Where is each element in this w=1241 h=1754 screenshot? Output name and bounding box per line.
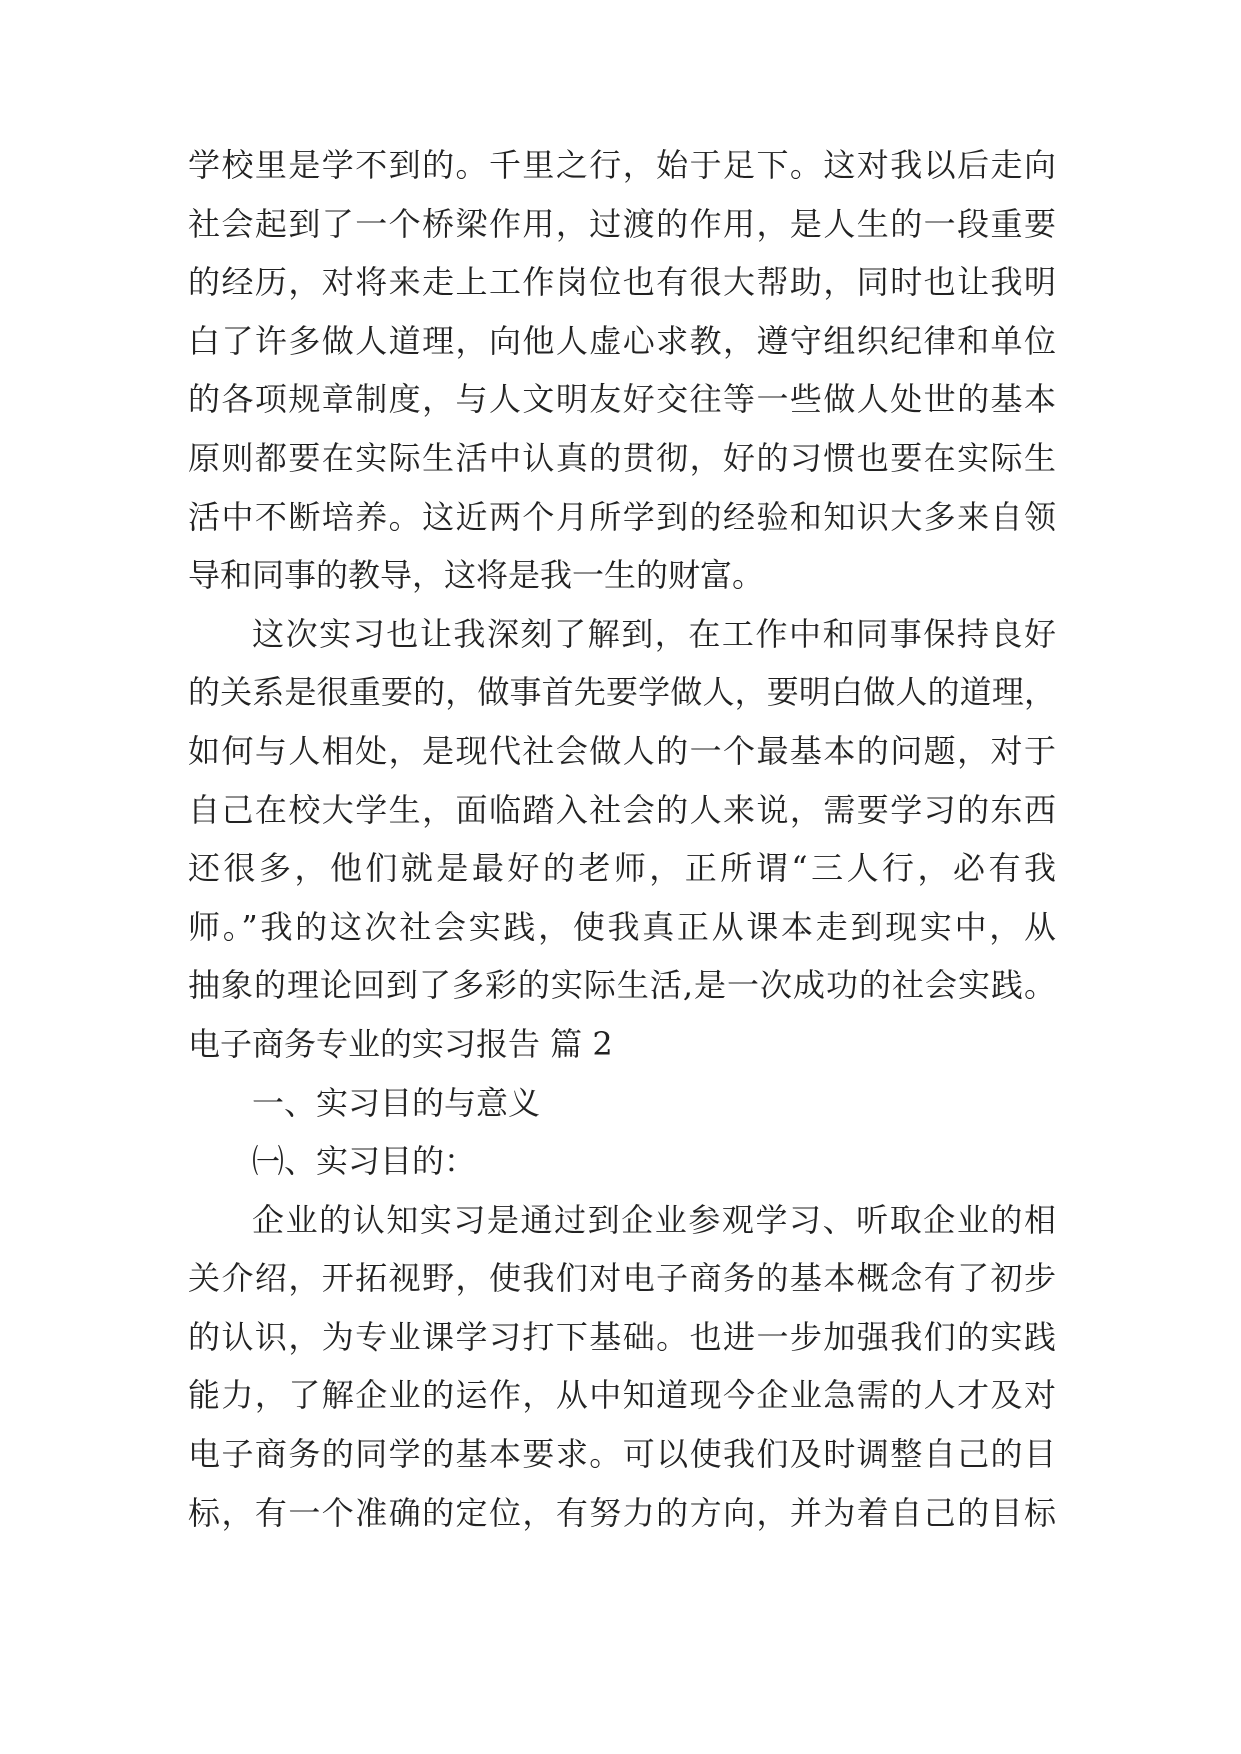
text-line: 这次实习也让我深刻了解到，在工作中和同事保持良好 [252,614,1056,653]
text-line: 还很多，他们就是最好的老师，正所谓“三人行，必有我 [188,849,1056,888]
subheading: ㈠、实习目的： [252,1142,477,1181]
text-line: 活中不断培养。这近两个月所学到的经验和知识大多来自领 [188,497,1056,536]
text-line: 的各项规章制度，与人文明友好交往等一些做人处世的基本 [188,380,1056,419]
text-line: 关介绍，开拓视野，使我们对电子商务的基本概念有了初步 [188,1259,1056,1298]
text-line: 师。”我的这次社会实践，使我真正从课本走到现实中，从 [188,907,1056,946]
text-line: 电子商务的同学的基本要求。可以使我们及时调整自己的目 [188,1435,1056,1474]
text-line: 导和同事的教导，这将是我一生的财富。 [188,556,765,595]
text-line: 学校里是学不到的。千里之行，始于足下。这对我以后走向 [188,146,1056,184]
subheading: 一、实习目的与意义 [252,1083,541,1122]
text-line: 标，有一个准确的定位，有努力的方向，并为着自己的目标 [188,1493,1056,1532]
text-line: 能力，了解企业的运作，从中知道现今企业急需的人才及对 [188,1376,1056,1415]
text-line: 社会起到了一个桥梁作用，过渡的作用，是人生的一段重要 [188,204,1056,243]
text-line: 抽象的理论回到了多彩的实际生活,是一次成功的社会实践。 [188,966,1056,1005]
text-line: 的经历，对将来走上工作岗位也有很大帮助，同时也让我明 [188,263,1056,302]
text-line: 企业的认知实习是通过到企业参观学习、听取企业的相 [252,1200,1056,1239]
section-heading: 电子商务专业的实习报告 篇 2 [188,1024,613,1063]
text-line: 自己在校大学生，面临踏入社会的人来说，需要学习的东西 [188,790,1056,829]
text-line: 的关系是很重要的，做事首先要学做人，要明白做人的道理， [188,673,1056,712]
text-line: 的认识，为专业课学习打下基础。也进一步加强我们的实践 [188,1317,1056,1356]
text-line: 白了许多做人道理，向他人虚心求教，遵守组织纪律和单位 [188,321,1056,360]
text-line: 如何与人相处，是现代社会做人的一个最基本的问题，对于 [188,731,1056,770]
text-line: 原则都要在实际生活中认真的贯彻，好的习惯也要在实际生 [188,438,1056,477]
document-body [188,136,1056,1542]
